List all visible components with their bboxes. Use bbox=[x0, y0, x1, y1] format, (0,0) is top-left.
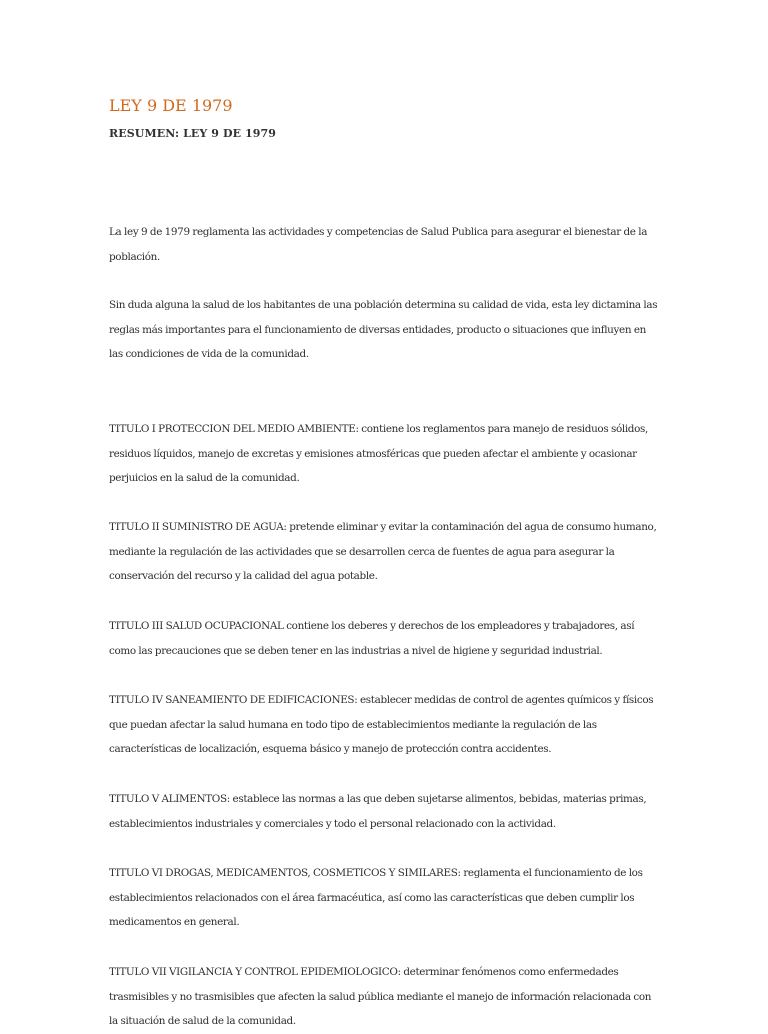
document-title: LEY 9 DE 1979 bbox=[109, 96, 233, 115]
paragraph-context: Sin duda alguna la salud de los habitantes de una población determina su calidad de vida, esta ley dictamina las reglas más importantes para el funcionamiento de diversas entidades, producto o situaciones que influyen en las condiciones de vida de la comunidad. bbox=[109, 299, 658, 361]
paragraph-titulo-5: TITULO V ALIMENTOS: establece las normas a las que deben sujetarse alimentos, bebidas, materias primas, establecimientos industriales y comerciales y todo el personal relacionado con la actividad. bbox=[109, 793, 647, 830]
paragraph-titulo-6: TITULO VI DROGAS, MEDICAMENTOS, COSMETICOS Y SIMILARES: reglamenta el funcionamiento de los establecimientos relacionados con el área farmacéutica, así como las características que deben cumplir los medicamentos en general. bbox=[109, 867, 643, 929]
paragraph-titulo-4: TITULO IV SANEAMIENTO DE EDIFICACIONES: establecer medidas de control de agentes químicos y físicos que puedan afectar la salud humana en todo tipo de establecimientos mediante la regulación de las características de localización, esquema básico y manejo de protección contra accidentes. bbox=[109, 694, 654, 756]
paragraph-intro: La ley 9 de 1979 reglamenta las actividades y competencias de Salud Publica para asegurar el bienestar de la población. bbox=[109, 226, 648, 263]
document-subtitle: RESUMEN: LEY 9 DE 1979 bbox=[109, 127, 277, 140]
paragraph-titulo-1: TITULO I PROTECCION DEL MEDIO AMBIENTE: contiene los reglamentos para manejo de residuos sólidos, residuos líquidos, manejo de excretas y emisiones atmosféricas que pueden afectar el ambiente y ocasionar perjuicios en la salud de la comunidad. bbox=[109, 423, 648, 485]
paragraph-titulo-3: TITULO III SALUD OCUPACIONAL contiene los deberes y derechos de los empleadores y trabajadores, así como las precauciones que se deben tener en las industrias a nivel de higiene y seguridad industrial. bbox=[109, 620, 635, 657]
paragraph-titulo-2: TITULO II SUMINISTRO DE AGUA: pretende eliminar y evitar la contaminación del agua de consumo humano, mediante la regulación de las actividades que se desarrollen cerca de fuentes de agua para asegurar la conservación del recurso y la calidad del agua potable. bbox=[109, 521, 657, 583]
paragraph-titulo-7: TITULO VII VIGILANCIA Y CONTROL EPIDEMIOLOGICO: determinar fenómenos como enfermedades trasmisibles y no trasmisibles que afecten la salud pública mediante el manejo de información relacionada con la situación de salud de la comunidad. bbox=[109, 966, 652, 1028]
document-page bbox=[109, 94, 661, 1028]
